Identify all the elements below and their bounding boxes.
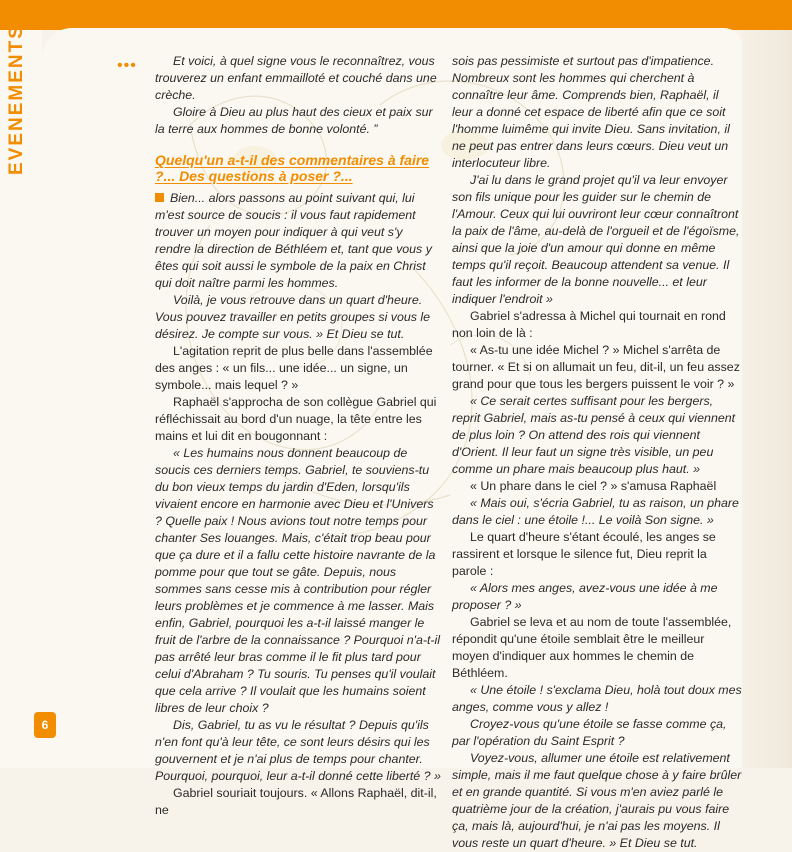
right-paragraph-6: « Un phare dans le ciel ? » s'amusa Raphaël [470, 479, 717, 493]
body-paragraph-3: L'agitation reprit de plus belle dans l'assemblée des anges : « un fils... une idée... un signe, un symbole... mais lequel ? » [155, 344, 433, 392]
right-paragraph-8: Le quart d'heure s'étant écoulé, les anges se rassirent et lorsque le silence fut, Dieu reprit la parole : [452, 530, 716, 578]
right-paragraph-2: J'ai lu dans le grand projet qu'il va leur envoyer son fils unique pour les guider sur le chemin de l'Amour. Ceux qui lui ouvriront leur cœur connaîtront la paix de l'âme, au-delà de l'orgueil et de l'égoïsme, ainsi que la joie d'un amour qui donne en même temps qu'il reçoit. Beaucoup attendent sa venue. Il faut les informer de la bonne nouvelle... et leur indiquer l'endroit » [452, 173, 740, 306]
right-paragraph-12: Croyez-vous qu'une étoile se fasse comme ça, par l'opération du Saint Esprit ? [452, 717, 727, 748]
right-column [452, 53, 742, 852]
right-paragraph-1: sois pas pessimiste et surtout pas d'impatience. Nombreux sont les hommes qui cherchent à connaître leur âme. Comprends bien, Raphaël, il leur a donné cet espace de liberté afin que ce soit l'homme luimême qui invite Dieu. Sans invitation, il ne peut pas entrer dans leurs cœurs. Dieu veut un interlocuteur libre. [452, 54, 730, 170]
body-paragraph-6: Dis, Gabriel, tu as vu le résultat ? Depuis qu'ils n'en font qu'à leur tête, ce sont leurs désirs qui les gouvernent et je n'ai plus de temps pour chanter. Pourquoi, pourquoi, leur a-t-il donné cette liberté ? » [155, 718, 441, 783]
page-edge-shadow [742, 30, 792, 768]
right-paragraph-11: « Une étoile ! s'exclama Dieu, holà tout doux mes anges, comme vous y allez ! [452, 683, 742, 714]
right-paragraph-13: Voyez-vous, allumer une étoile est relativement simple, mais il me faut quelque chose à y faire brûler et en grande quantité. Si vous m'en aviez parlé le quatrième jour de la création, j'aurais pu vous faire ça, mais là, aujourd'hui, je n'ai pas les moyens. Il vous reste un quart d'heure. » Et Dieu se tut. [452, 751, 742, 850]
square-bullet-icon [155, 193, 164, 202]
section-label: EVENEMENTS [6, 24, 27, 175]
top-orange-band [0, 0, 792, 30]
intro-paragraph-2: Gloire à Dieu au plus haut des cieux et paix sur la terre aux hommes de bonne volonté. ” [155, 105, 433, 136]
left-column [155, 53, 441, 819]
right-paragraph-3: Gabriel s'adressa à Michel qui tournait en rond non loin de là : [452, 309, 726, 340]
bullet-dots-icon: ••• [117, 57, 137, 74]
body-paragraph-1: Bien... alors passons au point suivant qui, lui m'est source de soucis : il vous faut rapidement trouver un moyen pour indiquer à qui veut s'y rendre la direction de Béthléem et, tant que vous y êtes qui soit aussi le symbole de la paix en Christ qui doit naître parmi les hommes. [155, 191, 432, 290]
right-paragraph-10: Gabriel se leva et au nom de toute l'assemblée, répondit qu'une étoile semblait être le meilleur moyen d'indiquer aux hommes le chemin de Béthléem. [452, 615, 732, 680]
page-number: 6 [34, 712, 56, 738]
body-paragraph-4: Raphaël s'approcha de son collègue Gabriel qui réfléchissait au bord d'un nuage, la tête entre les mains et lui dit en bougonnant : [155, 395, 437, 443]
right-paragraph-5: « Ce serait certes suffisant pour les bergers, reprit Gabriel, mais as-tu pensé à ceux qui viennent de plus loin ? On attend des rois qui viennent d'Orient. Il leur faut un signe très visible, un peu comme un phare mais beaucoup plus haut. » [452, 394, 736, 476]
body-paragraph-5: « Les humains nous donnent beaucoup de soucis ces derniers temps. Gabriel, te souviens-tu du bon vieux temps du jardin d'Eden, lorsqu'ils vivaient encore en harmonie avec Dieu et l'Univers ? Quelle paix ! Nous avions tout notre temps pour chanter Ses louanges. Mais, c'était trop beau pour que ça dure et il a fallu cette histoire navrante de la pomme pour que tout se gâte. Depuis, nous sommes sans cesse mis à contribution pour régler leurs problèmes et je commence à me lasser. Mais enfin, Gabriel, pourquoi les a-t-il laissé manger le fruit de l'arbre de la connaissance ? Pourquoi n'a-t-il pas arrêté leur bras comme il le fit plus tard pour celui d'Abraham ? Tu souris. Tu penses qu'il voulait que cela arrive ? Il voulait que les humains soient libres de leur choix ? [155, 446, 441, 715]
right-paragraph-7: « Mais oui, s'écria Gabriel, tu as raison, un phare dans le ciel : une étoile !... Le voilà Son signe. » [452, 496, 739, 527]
right-paragraph-4: « As-tu une idée Michel ? » Michel s'arrêta de tourner. « Et si on allumait un feu, dit-il, un feu assez grand pour que tous les bergers puissent le voir ? » [452, 343, 740, 391]
right-paragraph-9: « Alors mes anges, avez-vous une idée à me proposer ? » [452, 581, 718, 612]
body-paragraph-7: Gabriel souriait toujours. « Allons Raphaël, dit-il, ne [155, 786, 437, 817]
section-heading: Quelqu'un a-t-il des commentaires à faire ?... Des questions à poser ?... [155, 152, 430, 184]
intro-paragraph-1: Et voici, à quel signe vous le reconnaîtrez, vous trouverez un enfant emmailloté et couché dans une crèche. [155, 54, 437, 102]
body-paragraph-2: Voilà, je vous retrouve dans un quart d'heure. Vous pouvez travailler en petits groupes si vous le désirez. Je compte sur vous. » Et Dieu se tut. [155, 293, 431, 341]
